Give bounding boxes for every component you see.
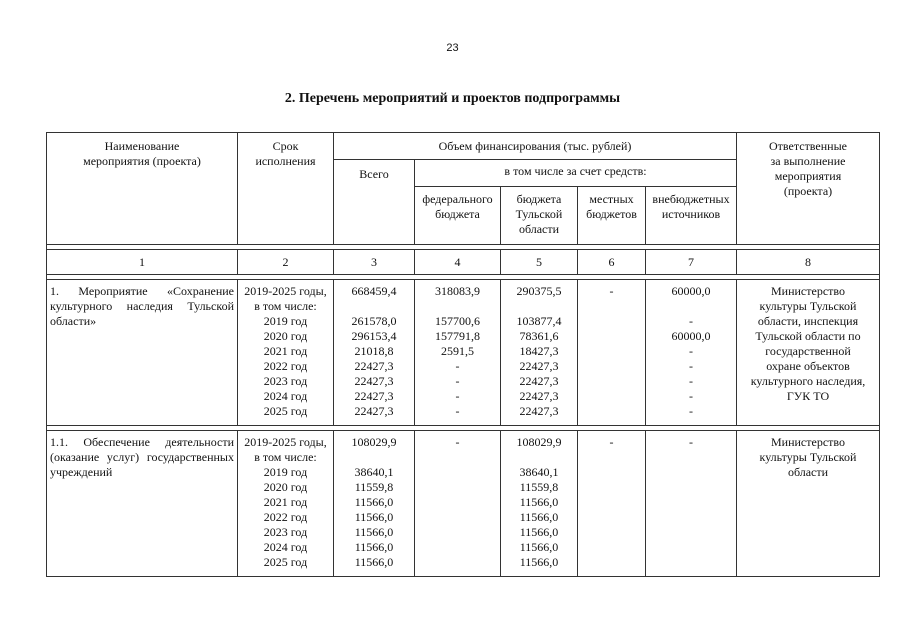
column-number: 7 <box>646 250 737 275</box>
activity-extra: 60000,0 - 60000,0 - - - - - <box>646 280 737 426</box>
header-federal: федерального бюджета <box>415 187 501 245</box>
column-number: 2 <box>238 250 334 275</box>
section-title: 2. Перечень мероприятий и проектов подпрограммы <box>284 91 621 106</box>
header-regional: бюджета Тульской области <box>501 187 578 245</box>
activity-name: 1.1. Обеспечение деятельности (оказание услуг) государственных учреждений <box>47 431 238 577</box>
activity-term: 2019-2025 годы, в том числе: 2019 год 2020 год 2021 год 2022 год 2023 год 2024 год 2025 год <box>238 280 334 426</box>
activity-regional: 108029,9 38640,1 11559,8 11566,0 11566,0 11566,0 11566,0 11566,0 <box>501 431 578 577</box>
column-number: 6 <box>578 250 646 275</box>
header-term: Срок исполнения <box>238 133 334 245</box>
header-extra: внебюджетных источников <box>646 187 737 245</box>
activity-responsible: Министерство культуры Тульской области <box>737 431 880 577</box>
activity-term: 2019-2025 годы, в том числе: 2019 год 2020 год 2021 год 2022 год 2023 год 2024 год 2025 год <box>238 431 334 577</box>
activity-total: 668459,4 261578,0 296153,4 21018,8 22427,3 22427,3 22427,3 22427,3 <box>334 280 415 426</box>
activity-responsible: Министерство культуры Тульской области, инспекция Тульской области по государственной охране объектов культурного наследия, ГУК ТО <box>737 280 880 426</box>
activity-local: - <box>578 280 646 426</box>
activity-name: 1. Мероприятие «Сохранение культурного наследия Тульской области» <box>47 280 238 426</box>
header-local: местных бюджетов <box>578 187 646 245</box>
page-number: 23 <box>446 42 459 54</box>
column-number: 1 <box>47 250 238 275</box>
header-name: Наименование мероприятия (проекта) <box>47 133 238 245</box>
activity-extra: - <box>646 431 737 577</box>
header-responsible: Ответственные за выполнение мероприятия (проекта) <box>737 133 880 245</box>
activity-federal: - <box>415 431 501 577</box>
column-number: 3 <box>334 250 415 275</box>
activity-federal: 318083,9 157700,6 157791,8 2591,5 - - - - <box>415 280 501 426</box>
header-total: Всего <box>334 160 415 245</box>
table-row <box>47 280 880 426</box>
activities-table <box>46 132 880 577</box>
column-number: 8 <box>737 250 880 275</box>
column-number: 5 <box>501 250 578 275</box>
column-number: 4 <box>415 250 501 275</box>
activity-regional: 290375,5 103877,4 78361,6 18427,3 22427,3 22427,3 22427,3 22427,3 <box>501 280 578 426</box>
activity-local: - <box>578 431 646 577</box>
activity-total: 108029,9 38640,1 11559,8 11566,0 11566,0 11566,0 11566,0 11566,0 <box>334 431 415 577</box>
header-funding: Объем финансирования (тыс. рублей) <box>334 133 737 160</box>
column-numbers-row <box>47 250 880 275</box>
table-row <box>47 431 880 577</box>
header-including: в том числе за счет средств: <box>415 160 737 187</box>
